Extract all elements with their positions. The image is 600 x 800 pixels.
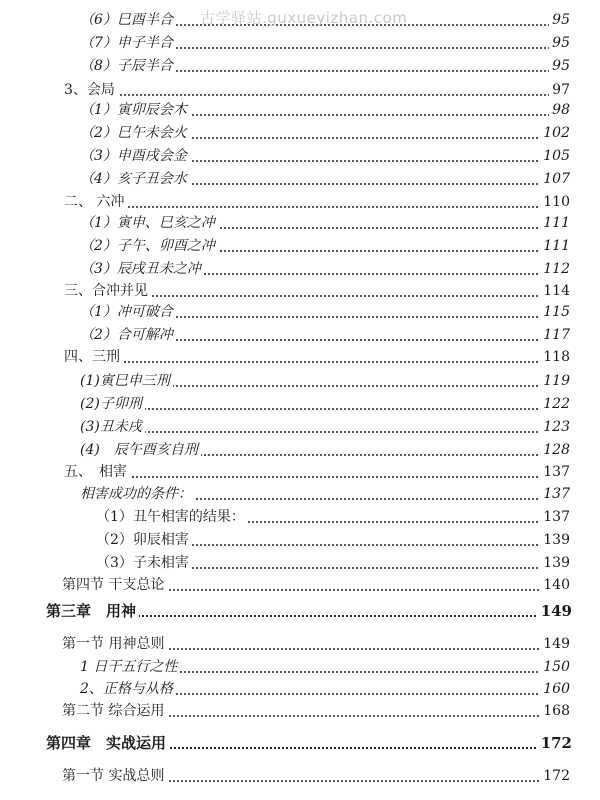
toc-entry xyxy=(0,145,600,167)
toc-entry-label: （1）冲可破合 xyxy=(80,301,176,323)
toc-entry xyxy=(0,79,600,101)
dot-leader xyxy=(68,94,566,96)
toc-entry xyxy=(0,55,600,77)
toc-entry xyxy=(0,461,600,483)
toc-entry-page-number: 95 xyxy=(549,55,570,77)
toc-entry-page-number: 149 xyxy=(538,600,572,622)
toc-entry-page-number: 117 xyxy=(540,324,570,346)
toc-entry xyxy=(0,656,600,678)
toc-entry-page-number: 107 xyxy=(540,168,570,190)
toc-entry-label: 相害成功的条件： xyxy=(80,483,195,505)
toc-entry-page-number: 115 xyxy=(540,301,570,323)
toc-entry-label: （1）丑午相害的结果： xyxy=(96,506,248,528)
dot-leader xyxy=(84,431,566,433)
toc-entry-label: （3）辰戌丑未之冲 xyxy=(80,258,204,280)
dot-leader xyxy=(84,408,566,410)
toc-entry xyxy=(0,552,600,574)
toc-entry xyxy=(0,633,600,655)
toc-entry xyxy=(0,212,600,234)
dot-leader xyxy=(68,361,566,363)
toc-entry-page-number: 140 xyxy=(540,574,570,596)
toc-entry-page-number: 150 xyxy=(540,656,570,678)
toc-entry xyxy=(0,529,600,551)
toc-entry-page-number: 102 xyxy=(540,122,570,144)
toc-entry-label: （3）申酉戌会金 xyxy=(80,145,190,167)
toc-entry-page-number: 137 xyxy=(540,506,570,528)
toc-entry-label: （8）子辰半合 xyxy=(80,55,176,77)
toc-entry xyxy=(0,99,600,121)
toc-entry xyxy=(0,301,600,323)
toc-entry-page-number: 95 xyxy=(549,9,570,31)
toc-entry-label: （2）巳午未会火 xyxy=(80,122,190,144)
toc-entry xyxy=(0,324,600,346)
toc-entry-label: 第二节 综合运用 xyxy=(62,700,167,722)
toc-entry-label: 五、 相害 xyxy=(64,461,130,483)
toc-entry-label: （6）巳酉半合 xyxy=(80,9,176,31)
toc-entry-page-number: 160 xyxy=(540,678,570,700)
toc-entry-page-number: 98 xyxy=(549,99,570,121)
toc-entry xyxy=(0,258,600,280)
toc-entry-label: 三、合冲并见 xyxy=(64,280,151,302)
toc-entry-page-number: 139 xyxy=(540,529,570,551)
toc-entry-page-number: 172 xyxy=(540,765,570,787)
toc-entry-page-number: 111 xyxy=(540,235,570,257)
toc-entry xyxy=(0,191,600,213)
toc-entry-page-number: 172 xyxy=(538,732,572,754)
toc-entry xyxy=(0,168,600,190)
toc-entry-label: 第三章 用神 xyxy=(46,600,139,622)
toc-entry xyxy=(0,416,600,438)
toc-entry xyxy=(0,506,600,528)
toc-entry-label: （2）卯辰相害 xyxy=(96,529,192,551)
toc-entry-label: 第四节 干支总论 xyxy=(62,574,167,596)
toc-entry-page-number: 128 xyxy=(540,439,570,461)
toc-entry xyxy=(0,32,600,54)
toc-entry xyxy=(0,600,600,622)
toc-entry xyxy=(0,765,600,787)
toc-entry-label: （3）子未相害 xyxy=(96,552,192,574)
toc-entry-page-number: 137 xyxy=(540,461,570,483)
dot-leader xyxy=(68,206,566,208)
toc-entry-label: （2）子午、卯酉之冲 xyxy=(80,235,218,257)
toc-entry-page-number: 112 xyxy=(540,258,570,280)
toc-entry xyxy=(0,393,600,415)
toc-entry xyxy=(0,678,600,700)
toc-entry-label: 第一节 实战总则 xyxy=(62,765,167,787)
toc-entry xyxy=(0,122,600,144)
toc-entry xyxy=(0,700,600,722)
dot-leader xyxy=(68,476,566,478)
toc-entry xyxy=(0,235,600,257)
toc-entry-label: 3、会局 xyxy=(64,79,118,101)
toc-entry-page-number: 95 xyxy=(549,32,570,54)
toc-entry-label: （1）寅申、巳亥之冲 xyxy=(80,212,218,234)
toc-entry-label: 第一节 用神总则 xyxy=(62,633,167,655)
toc-entry-page-number: 97 xyxy=(549,79,570,101)
toc-entry-page-number: 139 xyxy=(540,552,570,574)
toc-entry xyxy=(0,370,600,392)
toc-entry-page-number: 122 xyxy=(540,393,570,415)
toc-entry-label: (2)子卯刑 xyxy=(80,393,145,415)
toc-entry xyxy=(0,732,600,754)
toc-entry-label: 2、正格与从格 xyxy=(80,678,176,700)
toc-entry-label: 四、三刑 xyxy=(64,346,123,368)
toc-entry-label: (4) 辰午酉亥自刑 xyxy=(80,439,201,461)
toc-entry xyxy=(0,280,600,302)
toc-entry-page-number: 114 xyxy=(540,280,570,302)
toc-entry xyxy=(0,483,600,505)
toc-entry xyxy=(0,346,600,368)
toc-entry-label: （7）申子半合 xyxy=(80,32,176,54)
toc-entry xyxy=(0,574,600,596)
toc-entry-label: (3)丑未戌 xyxy=(80,416,145,438)
toc-entry-page-number: 119 xyxy=(540,370,570,392)
toc-entry-page-number: 168 xyxy=(540,700,570,722)
toc-entry-page-number: 149 xyxy=(540,633,570,655)
toc-entry-page-number: 110 xyxy=(540,191,570,213)
toc-entry-label: 第四章 实战运用 xyxy=(46,732,169,754)
toc-entry-page-number: 111 xyxy=(540,212,570,234)
toc-entry-label: (1)寅巳申三刑 xyxy=(80,370,173,392)
toc-entry-label: （2）合可解冲 xyxy=(80,324,176,346)
toc-entry xyxy=(0,439,600,461)
toc-entry-label: 二、 六冲 xyxy=(64,191,127,213)
toc-entry-label: 1 日干五行之性 xyxy=(80,656,180,678)
toc-entry-label: （1）寅卯辰会木 xyxy=(80,99,190,121)
toc-entry-page-number: 137 xyxy=(540,483,570,505)
toc-entry-label: （4）亥子丑会水 xyxy=(80,168,190,190)
toc-entry-page-number: 123 xyxy=(540,416,570,438)
watermark: 古学驿站.guxueyizhan.com xyxy=(200,9,408,27)
toc-entry-page-number: 105 xyxy=(540,145,570,167)
toc-entry-page-number: 118 xyxy=(540,346,570,368)
